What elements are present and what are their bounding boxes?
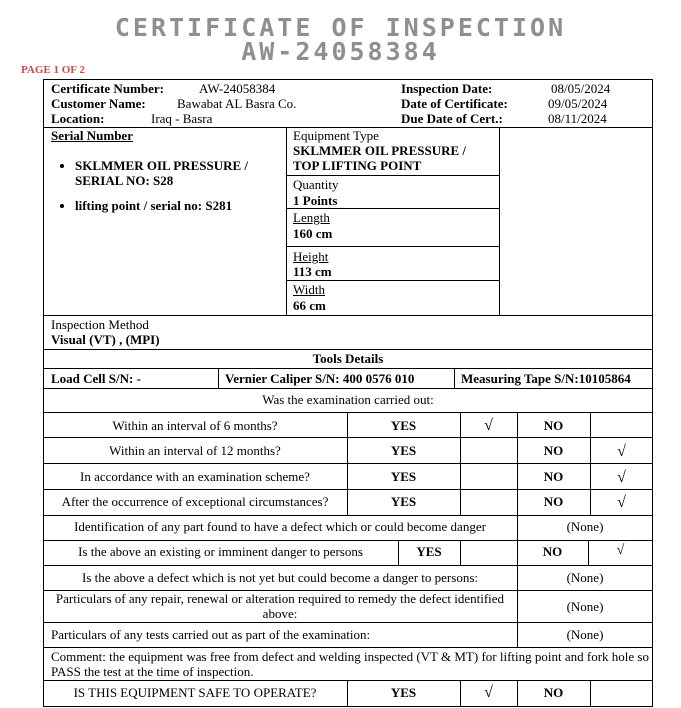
no-label: NO: [543, 443, 564, 458]
equipment-type-label: Equipment Type: [293, 128, 379, 143]
quantity-value: 1 Points: [293, 193, 338, 208]
exam-question-scheme: In accordance with an examination scheme?: [80, 469, 310, 484]
exam-question-exceptional: After the occurrence of exceptional circumstances?: [61, 494, 329, 509]
no-label: NO: [543, 469, 564, 484]
cert-number-value: AW-24058384: [199, 81, 276, 96]
check-mark-icon: √: [617, 443, 626, 460]
tests-particulars-question: Particulars of any tests carried out as part of the examination:: [51, 627, 371, 642]
length-value: 160 cm: [293, 226, 333, 241]
due-date-value: 08/11/2024: [548, 111, 607, 126]
cert-date-value: 09/05/2024: [548, 96, 608, 111]
future-danger-answer: (None): [566, 570, 604, 585]
no-label: NO: [543, 494, 564, 509]
serial-number-label: Serial Number: [51, 128, 133, 143]
document-title: CERTIFICATE OF INSPECTION: [114, 13, 567, 42]
tests-particulars-answer: (None): [566, 627, 604, 642]
check-mark-icon: √: [616, 543, 625, 558]
cert-date-label: Date of Certificate:: [401, 96, 508, 111]
defect-identification-answer: (None): [566, 519, 604, 534]
no-label: NO: [543, 685, 564, 700]
vernier-caliper-sn: Vernier Caliper S/N: 400 0576 010: [225, 371, 415, 386]
yes-label: YES: [390, 443, 417, 458]
repair-particulars-answer: (None): [566, 599, 604, 614]
safe-to-operate-question: IS THIS EQUIPMENT SAFE TO OPERATE?: [73, 685, 317, 700]
yes-label: YES: [390, 685, 417, 700]
existing-danger-question: Is the above an existing or imminent danger to persons: [78, 544, 363, 559]
customer-label: Customer Name:: [51, 96, 146, 111]
width-value: 66 cm: [293, 298, 326, 313]
inspection-method-value: Visual (VT) , (MPI): [51, 332, 160, 347]
certificate-code-title: AW-24058384: [241, 37, 440, 66]
load-cell-sn: Load Cell S/N: -: [51, 371, 141, 386]
no-label: NO: [542, 544, 563, 559]
yes-label: YES: [390, 418, 417, 433]
quantity-label: Quantity: [293, 177, 339, 192]
customer-value: Bawabat AL Basra Co.: [177, 96, 297, 111]
equipment-type-value: SKLMMER OIL PRESSURE / TOP LIFTING POINT: [293, 143, 467, 173]
height-label: Height: [293, 249, 329, 264]
inspection-comment: Comment: the equipment was free from defect and welding inspected (VT & MT) for lifting point and fork hole so PASS the test at the time of inspection.: [51, 649, 649, 679]
check-mark-icon: √: [617, 469, 626, 486]
page-indicator: PAGE 1 OF 2: [21, 64, 85, 76]
location-value: Iraq - Basra: [151, 111, 213, 126]
repair-particulars-question: Particulars of any repair, renewal or alteration required to remedy the defect identified above:: [55, 591, 505, 621]
location-label: Location:: [51, 111, 105, 126]
serial-item: • lifting point / serial no: S281: [75, 198, 275, 213]
yes-label: YES: [390, 469, 417, 484]
check-mark-icon: √: [484, 417, 493, 434]
due-date-label: Due Date of Cert.:: [401, 111, 503, 126]
no-label: NO: [543, 418, 564, 433]
measuring-tape-sn: Measuring Tape S/N:10105864: [461, 371, 631, 386]
defect-identification-question: Identification of any part found to have a defect which or could become danger: [74, 519, 486, 534]
length-label: Length: [293, 210, 330, 225]
height-value: 113 cm: [293, 264, 332, 279]
width-label: Width: [293, 282, 325, 297]
exam-question-6-months: Within an interval of 6 months?: [112, 418, 278, 433]
future-danger-question: Is the above a defect which is not yet but could become a danger to persons:: [81, 570, 478, 585]
yes-label: YES: [416, 544, 442, 559]
serial-item: • SKLMMER OIL PRESSURE / SERIAL NO: S28: [75, 158, 275, 188]
check-mark-icon: √: [617, 494, 626, 511]
inspection-method-label: Inspection Method: [51, 317, 149, 332]
examination-heading: Was the examination carried out:: [262, 392, 434, 407]
serial-number-list: [52, 158, 275, 223]
cert-number-label: Certificate Number:: [51, 81, 164, 96]
inspection-date-value: 08/05/2024: [551, 81, 611, 96]
inspection-date-label: Inspection Date:: [401, 81, 493, 96]
tools-heading: Tools Details: [312, 351, 384, 366]
check-mark-icon: √: [484, 684, 493, 701]
yes-label: YES: [390, 494, 417, 509]
exam-question-12-months: Within an interval of 12 months?: [109, 443, 281, 458]
